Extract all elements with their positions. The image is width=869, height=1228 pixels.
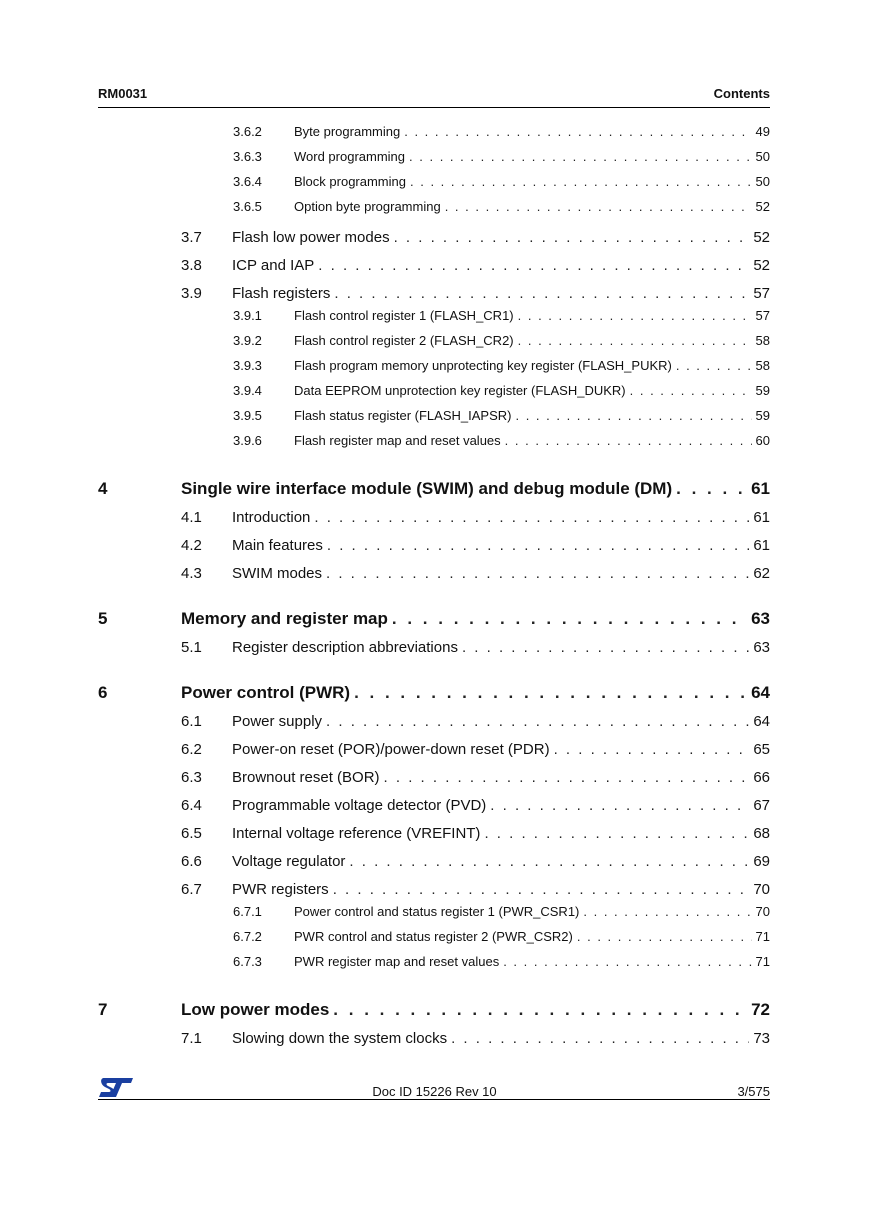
toc-entry[interactable] <box>98 383 770 408</box>
toc-dot-leader <box>354 678 747 708</box>
toc-entry[interactable] <box>98 124 770 149</box>
toc-entry-number: 6.7.1 <box>233 904 262 919</box>
toc-entry-title: Flash control register 1 (FLASH_CR1) <box>294 308 514 323</box>
toc-entry[interactable] <box>98 708 770 736</box>
toc-dot-leader <box>333 995 747 1025</box>
section-name: Contents <box>713 86 770 101</box>
toc-entry[interactable] <box>98 792 770 820</box>
toc-entry-number: 4.1 <box>181 509 202 526</box>
toc-entry[interactable] <box>98 876 770 904</box>
toc-entry-title: Voltage regulator <box>232 853 346 870</box>
toc-dot-leader <box>384 764 750 792</box>
toc-entry-title: Power control and status register 1 (PWR_CSR1) <box>294 904 580 919</box>
toc-entry-title: SWIM modes <box>232 565 323 582</box>
toc-entry-title: Power supply <box>232 713 323 730</box>
toc-entry-title: PWR register map and reset values <box>294 954 500 969</box>
toc-entry-title: Main features <box>232 537 323 554</box>
toc-entry[interactable] <box>98 280 770 308</box>
toc-dot-leader <box>518 308 752 323</box>
toc-dot-leader <box>518 333 752 348</box>
toc-entry-number: 6 <box>98 683 108 702</box>
toc-dot-leader <box>676 474 747 504</box>
toc-entry-number: 3.6.5 <box>233 199 262 214</box>
document-id: Doc ID 15226 Rev 10 <box>372 1084 497 1099</box>
toc-entry-page: 59 <box>755 408 770 423</box>
footer-divider <box>98 1099 770 1100</box>
toc-entry[interactable] <box>98 848 770 876</box>
toc-entry-page: 61 <box>753 537 770 554</box>
toc-entry-number: 6.6 <box>181 853 202 870</box>
toc-entry-title: Programmable voltage detector (PVD) <box>232 797 487 814</box>
header-divider <box>98 107 770 108</box>
toc-entry-number: 5.1 <box>181 639 202 656</box>
toc-dot-leader <box>505 433 752 448</box>
toc-dot-leader <box>394 224 750 252</box>
toc-entry-page: 67 <box>753 797 770 814</box>
toc-entry[interactable] <box>98 199 770 224</box>
toc-dot-leader <box>503 954 751 969</box>
toc-entry-page: 50 <box>755 174 770 189</box>
toc-entry-title: Register description abbreviations <box>232 639 458 656</box>
toc-entry-title: PWR control and status register 2 (PWR_CSR2) <box>294 929 573 944</box>
toc-entry-page: 61 <box>753 509 770 526</box>
toc-entry[interactable] <box>98 678 770 708</box>
toc-section-gap <box>98 662 770 678</box>
toc-entry-title: Slowing down the system clocks <box>232 1030 448 1047</box>
toc-entry[interactable] <box>98 174 770 199</box>
page-number: 3/575 <box>737 1084 770 1099</box>
toc-entry-number: 5 <box>98 609 108 628</box>
toc-dot-leader <box>676 358 752 373</box>
toc-entry-title: Low power modes <box>181 1000 330 1019</box>
toc-dot-leader <box>314 504 749 532</box>
toc-entry[interactable] <box>98 736 770 764</box>
toc-dot-leader <box>577 929 752 944</box>
toc-entry[interactable] <box>98 504 770 532</box>
toc-entry-title: Memory and register map <box>181 609 388 628</box>
toc-dot-leader <box>326 560 749 588</box>
toc-entry[interactable] <box>98 560 770 588</box>
toc-entry-title: Internal voltage reference (VREFINT) <box>232 825 481 842</box>
toc-dot-leader <box>327 532 749 560</box>
toc-entry[interactable] <box>98 433 770 458</box>
toc-entry[interactable] <box>98 995 770 1025</box>
toc-entry-page: 62 <box>753 565 770 582</box>
toc-entry-number: 3.9 <box>181 285 202 302</box>
toc-entry-page: 57 <box>753 285 770 302</box>
toc-entry-title: Power-on reset (POR)/power-down reset (PDR) <box>232 741 550 758</box>
toc-entry[interactable] <box>98 1025 770 1053</box>
document-code: RM0031 <box>98 86 148 101</box>
toc-entry-title: Data EEPROM unprotection key register (FLASH_DUKR) <box>294 383 626 398</box>
toc-entry-page: 63 <box>753 639 770 656</box>
toc-entry-number: 6.7.2 <box>233 929 262 944</box>
toc-entry[interactable] <box>98 820 770 848</box>
toc-entry-page: 69 <box>753 853 770 870</box>
toc-entry-number: 6.7.3 <box>233 954 262 969</box>
toc-entry-page: 73 <box>753 1030 770 1047</box>
toc-dot-leader <box>333 876 750 904</box>
table-of-contents <box>98 124 770 1053</box>
toc-entry-page: 71 <box>755 929 770 944</box>
toc-entry-number: 6.4 <box>181 797 202 814</box>
toc-entry-title: Flash register map and reset values <box>294 433 501 448</box>
toc-entry-number: 3.9.6 <box>233 433 262 448</box>
toc-dot-leader <box>451 1025 749 1053</box>
toc-entry-number: 3.6.3 <box>233 149 262 164</box>
toc-entry[interactable] <box>98 954 770 979</box>
toc-entry-page: 71 <box>755 954 770 969</box>
toc-entry[interactable] <box>98 904 770 929</box>
toc-entry-number: 6.5 <box>181 825 202 842</box>
toc-entry-number: 3.6.2 <box>233 124 262 139</box>
toc-entry-title: Introduction <box>232 509 311 526</box>
toc-entry-page: 70 <box>753 881 770 898</box>
toc-entry-number: 6.7 <box>181 881 202 898</box>
toc-entry-page: 58 <box>755 333 770 348</box>
toc-entry-page: 65 <box>753 741 770 758</box>
toc-dot-leader <box>583 904 751 919</box>
toc-entry-number: 6.1 <box>181 713 202 730</box>
toc-dot-leader <box>515 408 751 423</box>
toc-entry-title: Brownout reset (BOR) <box>232 769 380 786</box>
toc-entry-title: PWR registers <box>232 881 329 898</box>
toc-entry-page: 49 <box>755 124 770 139</box>
toc-entry-title: Single wire interface module (SWIM) and debug module (DM) <box>181 479 673 498</box>
toc-entry[interactable] <box>98 634 770 662</box>
toc-entry-title: Flash low power modes <box>232 229 390 246</box>
toc-entry-number: 3.9.3 <box>233 358 262 373</box>
toc-entry-page: 57 <box>755 308 770 323</box>
toc-entry-number: 4.2 <box>181 537 202 554</box>
toc-entry-page: 68 <box>753 825 770 842</box>
toc-entry-page: 58 <box>755 358 770 373</box>
toc-dot-leader <box>404 124 751 139</box>
toc-entry-page: 50 <box>755 149 770 164</box>
toc-entry-title: Flash program memory unprotecting key register (FLASH_PUKR) <box>294 358 672 373</box>
toc-entry[interactable] <box>98 408 770 433</box>
toc-entry[interactable] <box>98 308 770 333</box>
toc-entry-title: Word programming <box>294 149 406 164</box>
toc-dot-leader <box>409 149 752 164</box>
toc-dot-leader <box>490 792 749 820</box>
toc-entry-title: Flash registers <box>232 285 331 302</box>
toc-entry-number: 3.9.2 <box>233 333 262 348</box>
toc-section-gap <box>98 979 770 995</box>
toc-entry-page: 60 <box>755 433 770 448</box>
toc-dot-leader <box>334 280 749 308</box>
toc-dot-leader <box>630 383 752 398</box>
toc-entry[interactable] <box>98 764 770 792</box>
toc-entry-page: 64 <box>751 683 770 702</box>
toc-dot-leader <box>392 604 747 634</box>
toc-dot-leader <box>326 708 749 736</box>
toc-entry-page: 72 <box>751 1000 770 1019</box>
toc-entry-page: 70 <box>755 904 770 919</box>
toc-entry-page: 61 <box>751 479 770 498</box>
toc-entry-title: Option byte programming <box>294 199 441 214</box>
toc-entry[interactable] <box>98 149 770 174</box>
toc-entry-number: 4 <box>98 479 108 498</box>
toc-entry-page: 52 <box>753 229 770 246</box>
toc-entry-number: 4.3 <box>181 565 202 582</box>
toc-entry-title: Byte programming <box>294 124 401 139</box>
toc-entry[interactable] <box>98 532 770 560</box>
toc-dot-leader <box>484 820 749 848</box>
toc-entry-number: 6.2 <box>181 741 202 758</box>
toc-entry-number: 3.9.4 <box>233 383 262 398</box>
toc-entry-number: 3.9.1 <box>233 308 262 323</box>
toc-entry-title: Block programming <box>294 174 406 189</box>
toc-entry-page: 66 <box>753 769 770 786</box>
toc-entry-page: 64 <box>753 713 770 730</box>
toc-dot-leader <box>445 199 752 214</box>
toc-entry[interactable] <box>98 224 770 252</box>
toc-entry-number: 6.3 <box>181 769 202 786</box>
toc-entry[interactable] <box>98 604 770 634</box>
toc-entry[interactable] <box>98 474 770 504</box>
toc-entry[interactable] <box>98 252 770 280</box>
toc-entry-number: 3.8 <box>181 257 202 274</box>
toc-section-gap <box>98 458 770 474</box>
toc-entry-title: Power control (PWR) <box>181 683 351 702</box>
toc-dot-leader <box>318 252 749 280</box>
toc-entry[interactable] <box>98 358 770 383</box>
toc-dot-leader <box>462 634 749 662</box>
toc-dot-leader <box>410 174 752 189</box>
toc-entry-title: Flash status register (FLASH_IAPSR) <box>294 408 512 423</box>
toc-entry[interactable] <box>98 929 770 954</box>
toc-entry-page: 52 <box>753 257 770 274</box>
toc-entry-number: 7 <box>98 1000 108 1019</box>
toc-section-gap <box>98 588 770 604</box>
toc-entry-number: 3.6.4 <box>233 174 262 189</box>
toc-entry-page: 52 <box>755 199 770 214</box>
toc-entry-title: Flash control register 2 (FLASH_CR2) <box>294 333 514 348</box>
toc-entry-number: 3.7 <box>181 229 202 246</box>
toc-dot-leader <box>554 736 750 764</box>
toc-entry-page: 63 <box>751 609 770 628</box>
toc-entry-title: ICP and IAP <box>232 257 315 274</box>
toc-entry-page: 59 <box>755 383 770 398</box>
toc-dot-leader <box>349 848 749 876</box>
toc-entry-number: 7.1 <box>181 1030 202 1047</box>
toc-entry[interactable] <box>98 333 770 358</box>
toc-entry-number: 3.9.5 <box>233 408 262 423</box>
